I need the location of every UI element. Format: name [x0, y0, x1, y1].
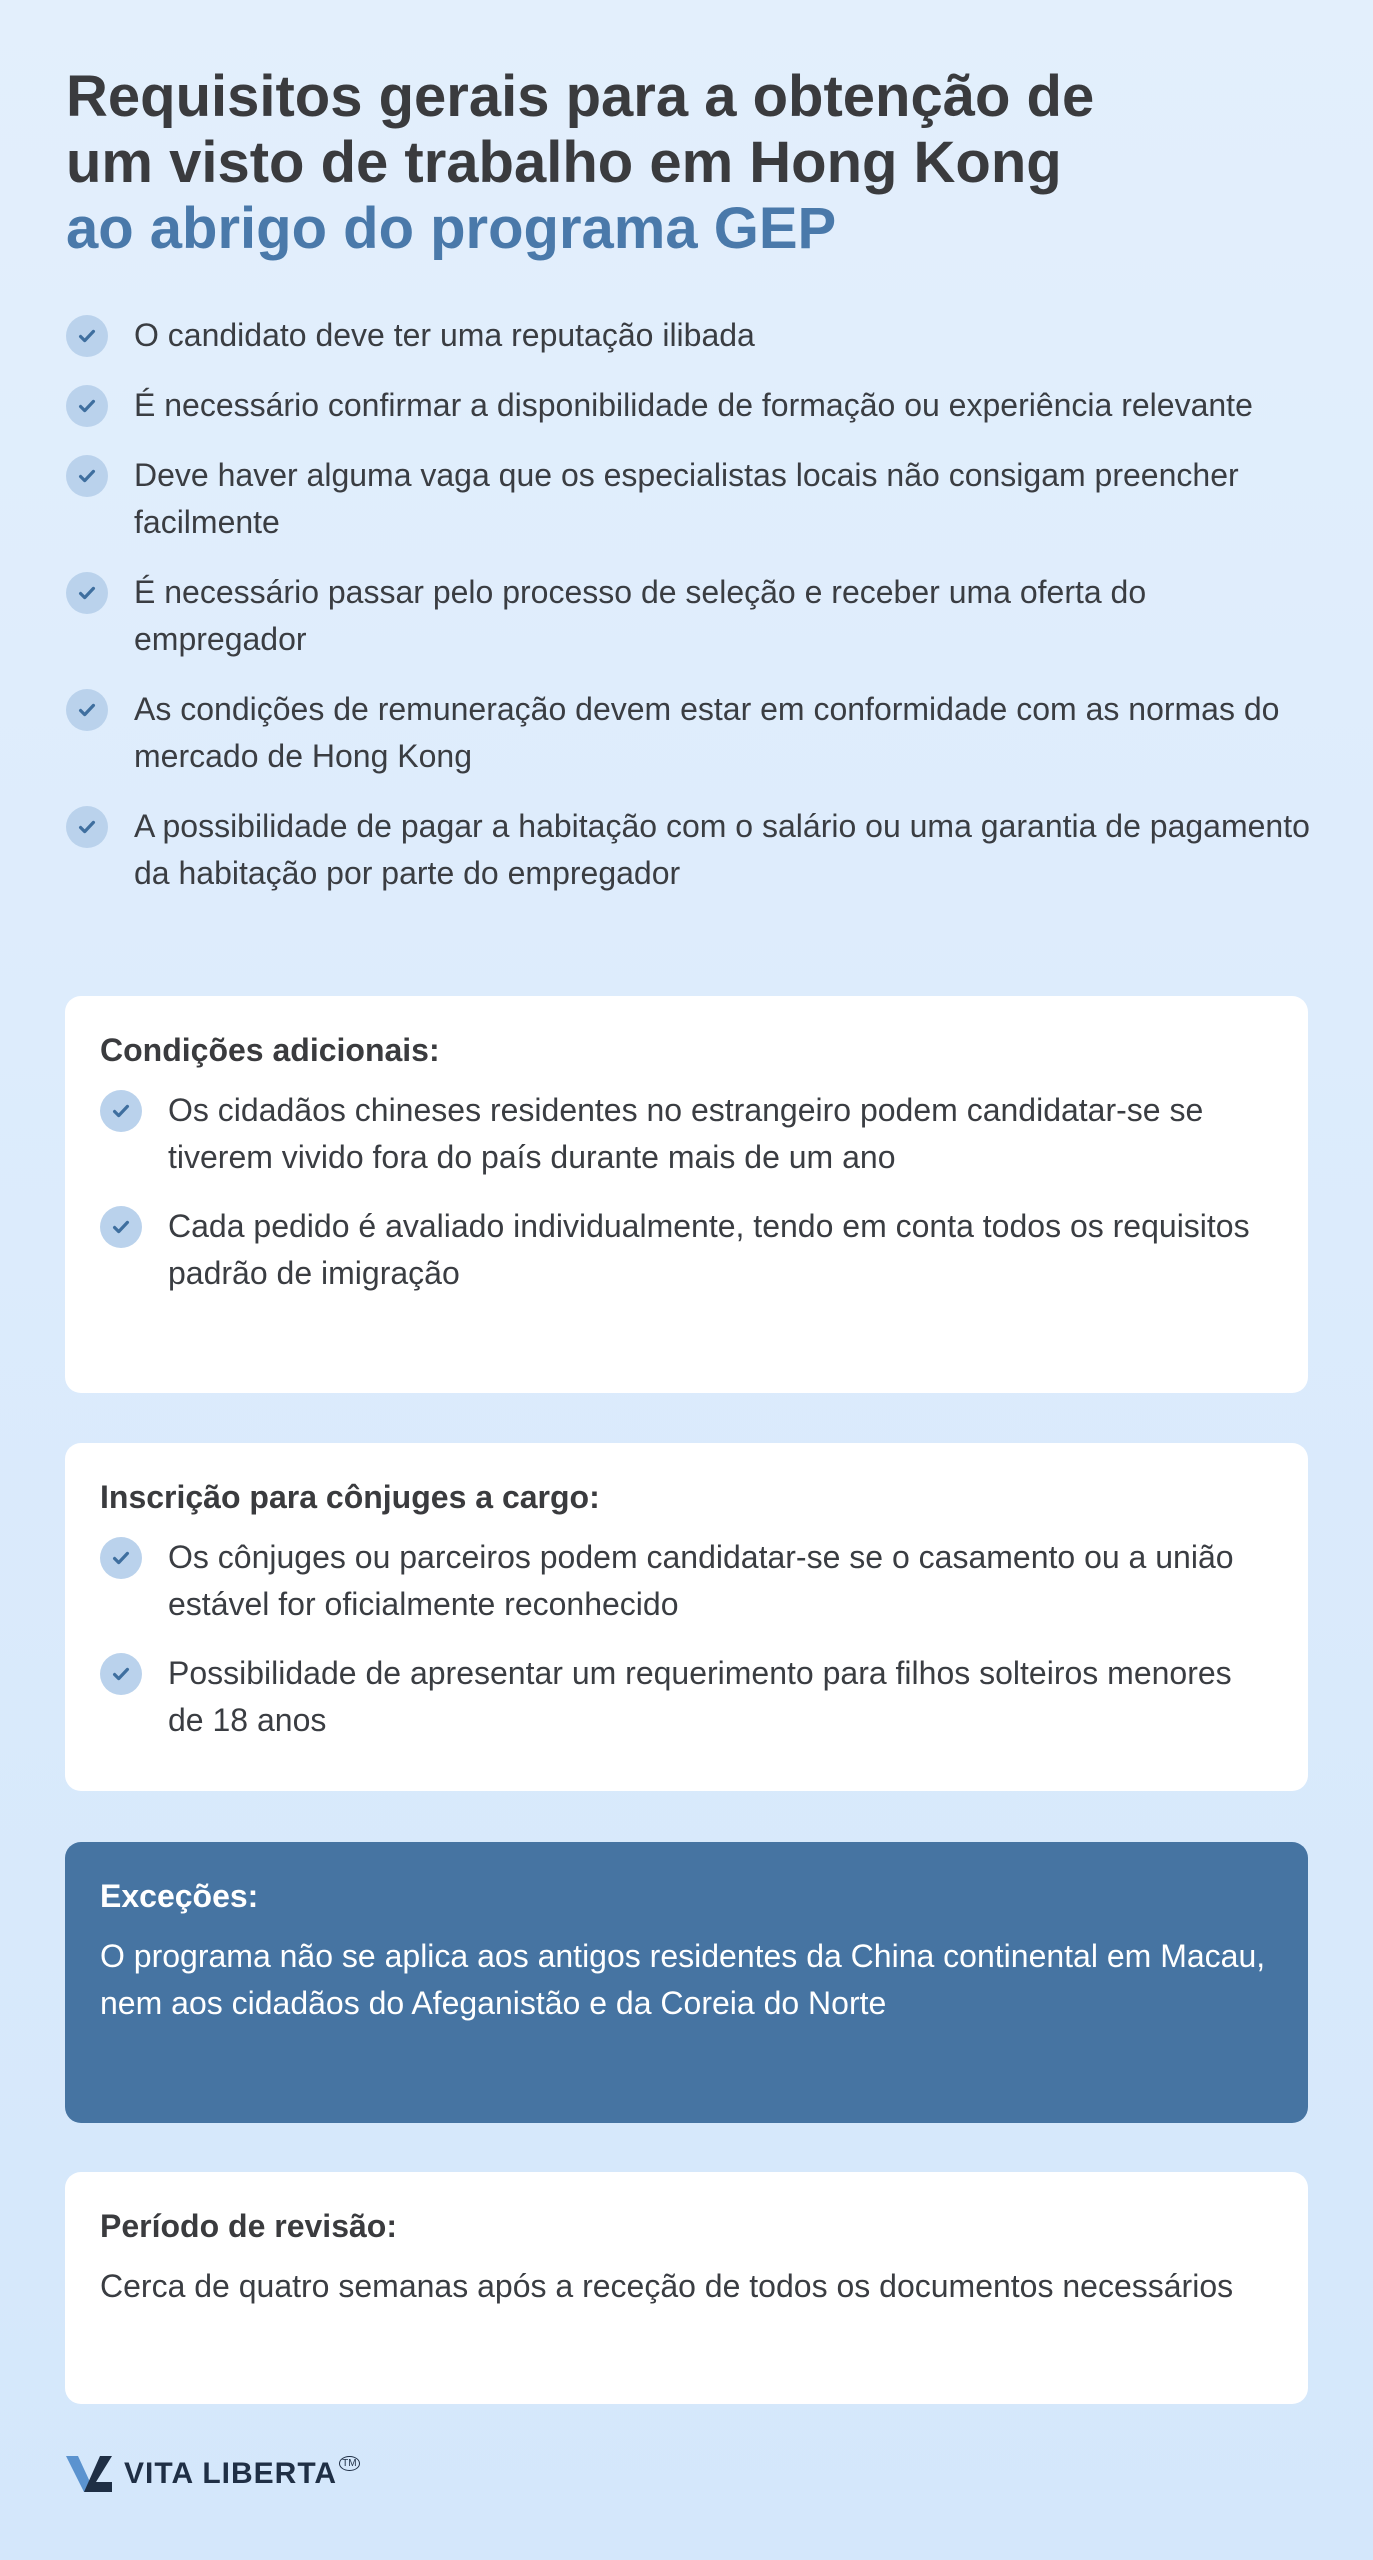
list-item	[66, 803, 1316, 897]
trademark: TM	[339, 2456, 359, 2471]
list-item-text: As condições de remuneração devem estar em conformidade com as normas do mercado de Hong Kong	[134, 691, 1280, 774]
list-item-text: A possibilidade de pagar a habitação com o salário ou uma garantia de pagamento da habitação por parte do empregador	[134, 808, 1310, 891]
card-heading: Inscrição para cônjuges a cargo:	[100, 1479, 600, 1515]
title-line: Requisitos gerais para a obtenção de	[66, 64, 1095, 129]
list-item-text: Deve haver alguma vaga que os especialistas locais não consigam preencher facilmente	[134, 457, 1239, 540]
list-item	[66, 452, 1316, 546]
list-item-text: É necessário passar pelo processo de seleção e receber uma oferta do empregador	[134, 574, 1147, 657]
check-icon	[66, 689, 108, 731]
review-card	[65, 2172, 1308, 2404]
logo-mark-icon	[66, 2456, 114, 2492]
list-item	[100, 1534, 1272, 1628]
check-icon	[100, 1653, 142, 1695]
check-icon	[100, 1090, 142, 1132]
list-item-text: É necessário confirmar a disponibilidade de formação ou experiência relevante	[134, 387, 1253, 423]
list-item-text: O candidato deve ter uma reputação ilibada	[134, 317, 755, 353]
page-title	[66, 64, 1316, 262]
list-item	[100, 1087, 1272, 1181]
card-heading: Exceções:	[100, 1878, 259, 1914]
check-icon	[66, 806, 108, 848]
list-item-text: Os cônjuges ou parceiros podem candidatar-se se o casamento ou a união estável for oficialmente reconhecido	[168, 1539, 1234, 1622]
spouses-list	[100, 1534, 1272, 1744]
card-heading: Condições adicionais:	[100, 1032, 440, 1068]
check-icon	[66, 572, 108, 614]
spouses-card	[65, 1443, 1308, 1791]
requirements-list	[66, 312, 1316, 920]
check-icon	[66, 315, 108, 357]
logo-text: VITA LIBERTA	[124, 2457, 338, 2490]
check-icon	[66, 385, 108, 427]
list-item	[100, 1650, 1272, 1744]
card-heading: Período de revisão:	[100, 2208, 397, 2244]
check-icon	[100, 1537, 142, 1579]
additional-conditions-card	[65, 996, 1308, 1393]
title-line: um visto de trabalho em Hong Kong	[66, 130, 1062, 195]
list-item	[66, 686, 1316, 780]
additional-list	[100, 1087, 1272, 1297]
list-item	[100, 1203, 1272, 1297]
review-text: Cerca de quatro semanas após a receção de todos os documentos necessários	[100, 2268, 1234, 2304]
list-item-text: Possibilidade de apresentar um requerimento para filhos solteiros menores de 18 anos	[168, 1655, 1232, 1738]
list-item	[66, 569, 1316, 663]
check-icon	[66, 455, 108, 497]
exceptions-card	[65, 1842, 1308, 2123]
list-item-text: Os cidadãos chineses residentes no estrangeiro podem candidatar-se se tiverem vivido fora do país durante mais de um ano	[168, 1092, 1204, 1175]
list-item	[66, 382, 1316, 429]
logo	[66, 2456, 360, 2492]
title-accent-line: ao abrigo do programa GEP	[66, 196, 837, 261]
exceptions-text: O programa não se aplica aos antigos residentes da China continental em Macau, nem aos cidadãos do Afeganistão e da Coreia do Norte	[100, 1938, 1266, 2021]
list-item	[66, 312, 1316, 359]
check-icon	[100, 1206, 142, 1248]
list-item-text: Cada pedido é avaliado individualmente, tendo em conta todos os requisitos padrão de imigração	[168, 1208, 1250, 1291]
